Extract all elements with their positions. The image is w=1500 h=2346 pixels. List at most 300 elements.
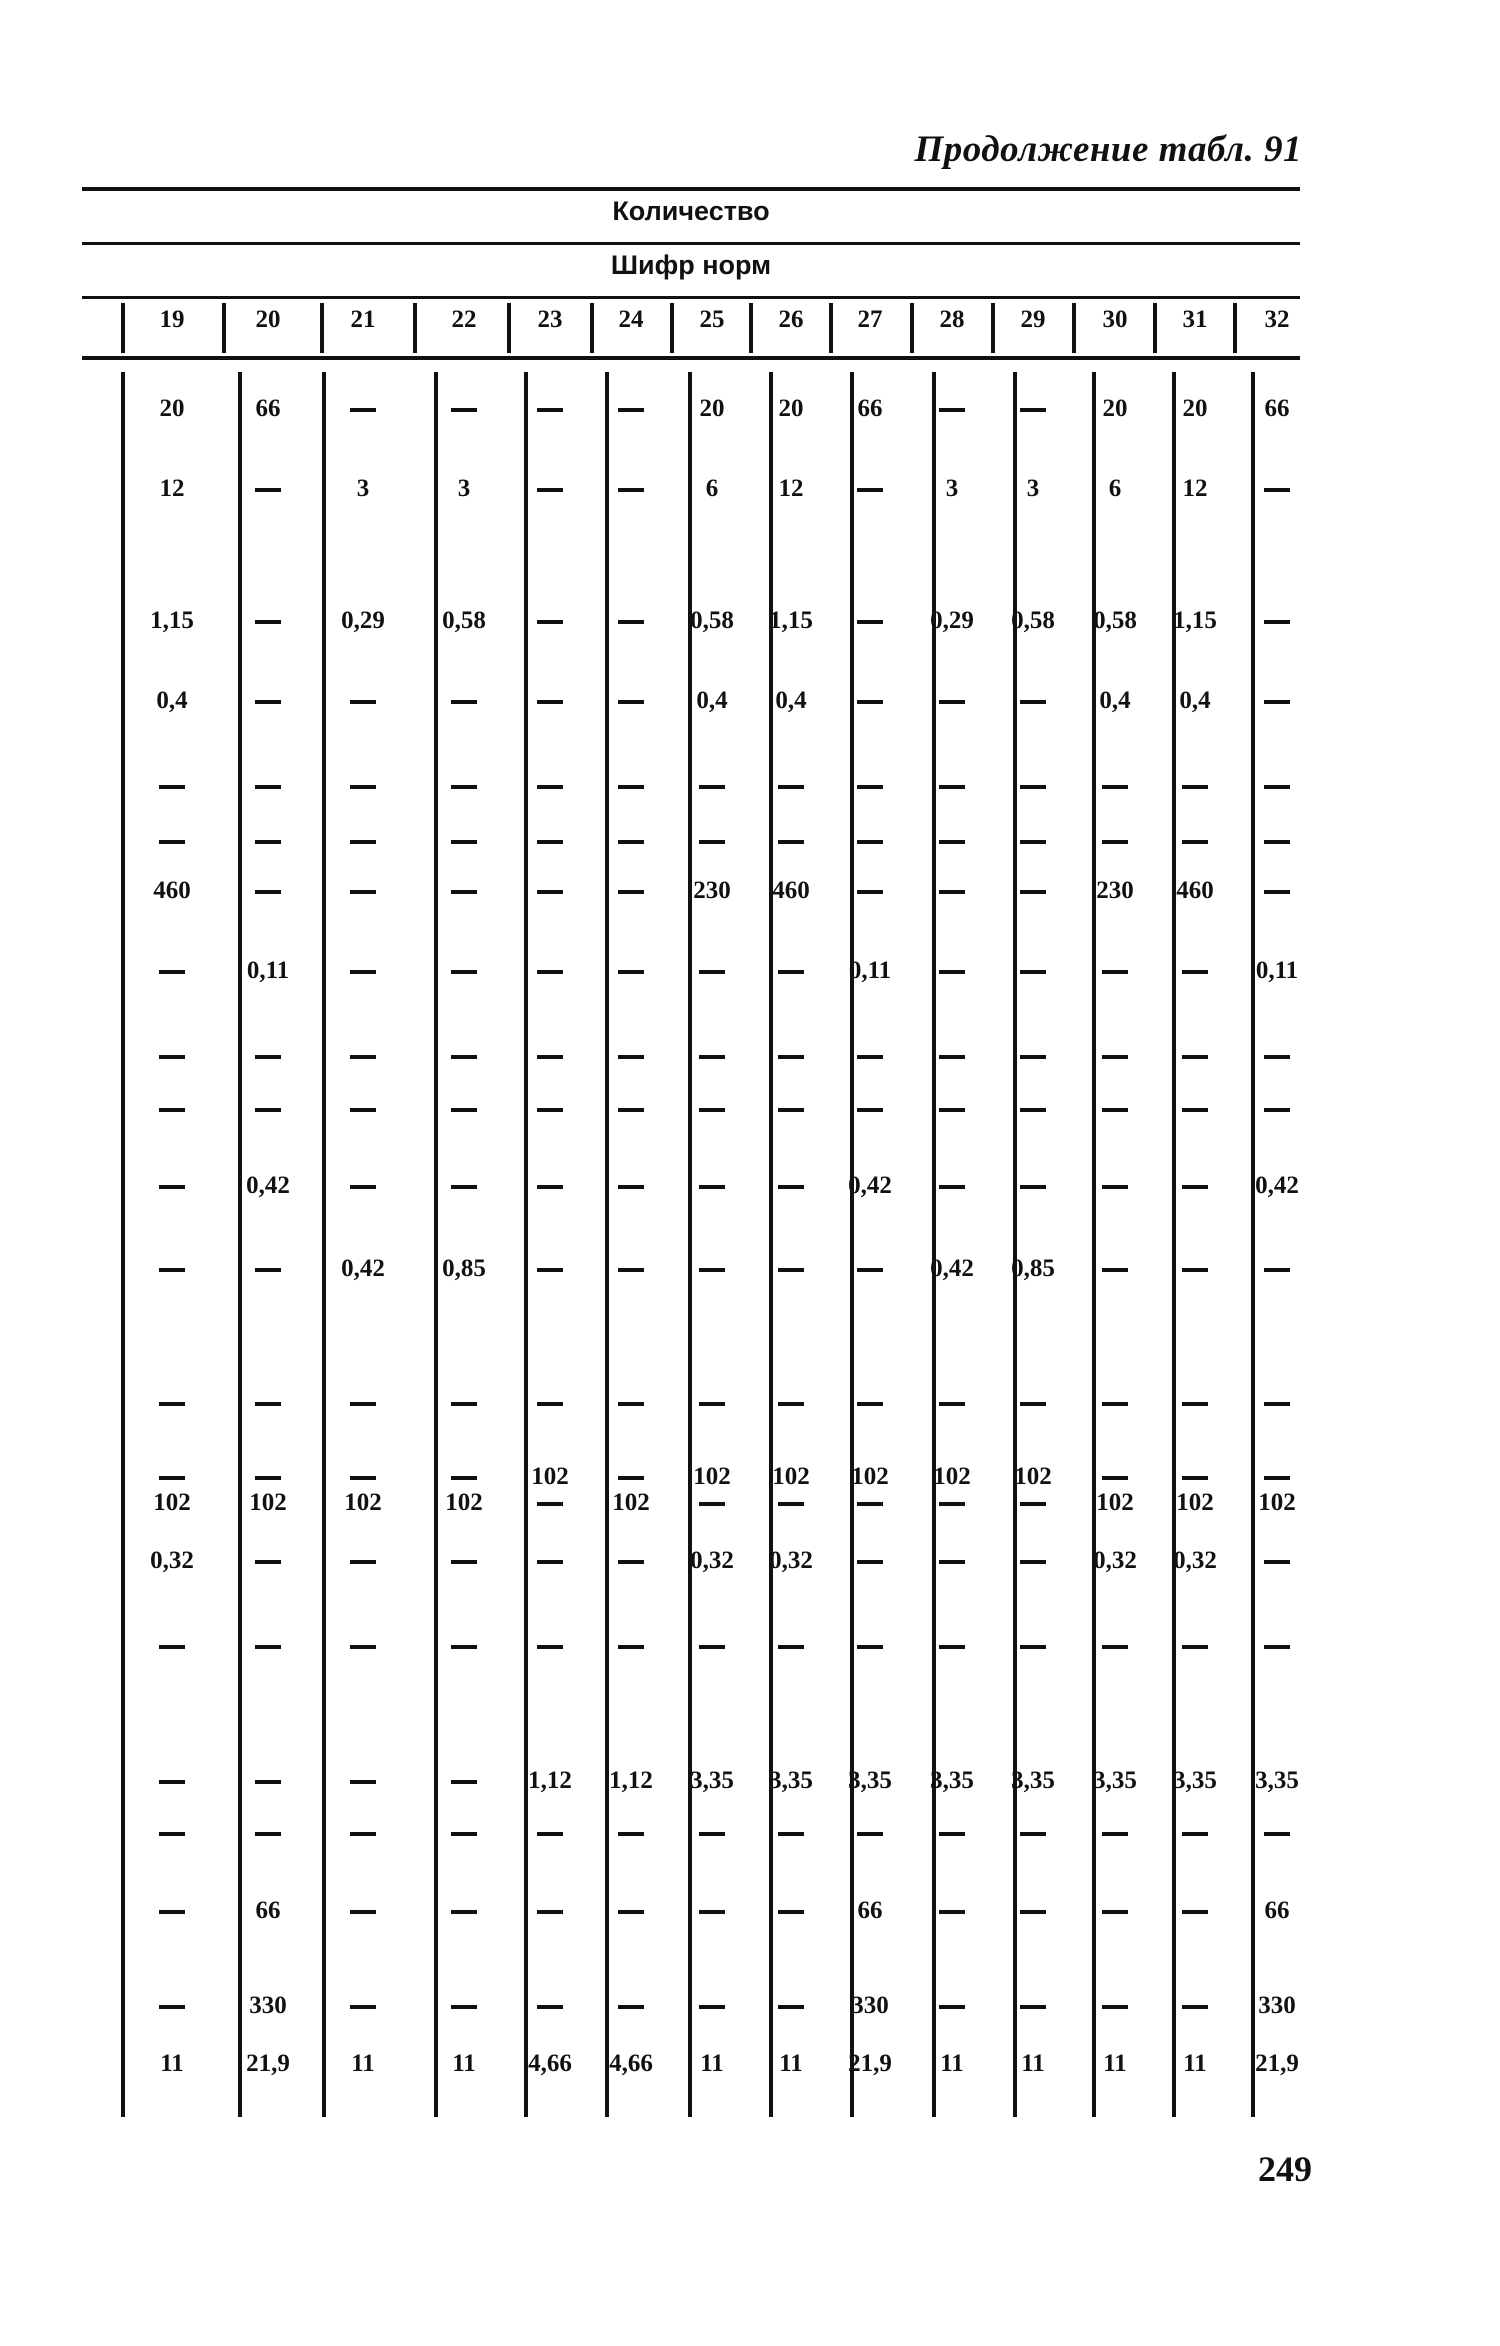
- dash-mark: [255, 840, 281, 844]
- dash-mark: [939, 408, 965, 412]
- dash-mark: [537, 840, 563, 844]
- column-separator: [1251, 372, 1255, 2117]
- dash-mark: [451, 1185, 477, 1189]
- table-cell: 102: [445, 1489, 483, 1516]
- table-cell: 1,15: [769, 607, 813, 634]
- table-cell: 0,29: [930, 607, 974, 634]
- table-cell: 1,12: [609, 1767, 653, 1794]
- table-cell: 3: [1026, 475, 1040, 502]
- dash-mark: [939, 1185, 965, 1189]
- table-cell: 21,9: [246, 2050, 290, 2077]
- column-number: 30: [1102, 306, 1128, 333]
- dash-mark: [537, 1832, 563, 1836]
- table-cell: 66: [255, 1897, 281, 1924]
- dash-mark: [1264, 1402, 1290, 1406]
- dash-mark: [255, 1832, 281, 1836]
- table-cell: 330: [249, 1992, 287, 2019]
- table-cell: 4,66: [609, 2050, 653, 2077]
- dash-mark: [451, 1910, 477, 1914]
- column-separator: [238, 372, 242, 2117]
- dash-mark: [537, 1560, 563, 1564]
- table-cell: 3: [457, 475, 471, 502]
- dash-mark: [939, 840, 965, 844]
- dash-mark: [350, 1780, 376, 1784]
- dash-mark: [350, 1185, 376, 1189]
- dash-mark: [255, 620, 281, 624]
- table-cell: 20: [159, 395, 185, 422]
- dash-mark: [350, 2005, 376, 2009]
- table-cell: 0,4: [775, 687, 807, 714]
- dash-mark: [778, 785, 804, 789]
- dash-mark: [159, 1476, 185, 1480]
- dash-mark: [1020, 1402, 1046, 1406]
- dash-mark: [618, 1402, 644, 1406]
- column-separator: [524, 372, 528, 2117]
- dash-mark: [1020, 2005, 1046, 2009]
- table-cell: 6: [705, 475, 719, 502]
- dash-mark: [1264, 1108, 1290, 1112]
- dash-mark: [1020, 408, 1046, 412]
- dash-mark: [1182, 1476, 1208, 1480]
- table-cell: 0,4: [1099, 687, 1131, 714]
- dash-mark: [451, 970, 477, 974]
- header-separator: [910, 303, 914, 353]
- dash-mark: [618, 1645, 644, 1649]
- dash-mark: [857, 1502, 883, 1506]
- dash-mark: [451, 1832, 477, 1836]
- column-number: 31: [1182, 306, 1208, 333]
- dash-mark: [255, 1055, 281, 1059]
- dash-mark: [255, 1645, 281, 1649]
- dash-mark: [1102, 840, 1128, 844]
- table-cell: 3,35: [769, 1767, 813, 1794]
- table-cell: 21,9: [848, 2050, 892, 2077]
- dash-mark: [857, 488, 883, 492]
- table-cell: 11: [1103, 2050, 1127, 2077]
- dash-mark: [699, 1502, 725, 1506]
- dash-mark: [451, 1055, 477, 1059]
- table-cell: 11: [452, 2050, 476, 2077]
- dash-mark: [451, 840, 477, 844]
- table-cell: 0,42: [1255, 1172, 1299, 1199]
- dash-mark: [1102, 785, 1128, 789]
- dash-mark: [537, 970, 563, 974]
- table-cell: 0,4: [696, 687, 728, 714]
- dash-mark: [618, 1560, 644, 1564]
- dash-mark: [939, 1645, 965, 1649]
- dash-mark: [778, 970, 804, 974]
- dash-mark: [1264, 1268, 1290, 1272]
- dash-mark: [537, 1108, 563, 1112]
- rule-4: [82, 356, 1300, 360]
- dash-mark: [1102, 1645, 1128, 1649]
- header-separator: [121, 303, 125, 353]
- table-cell: 230: [693, 877, 731, 904]
- dash-mark: [451, 1476, 477, 1480]
- table-cell: 11: [351, 2050, 375, 2077]
- dash-mark: [778, 840, 804, 844]
- table-cell: 102: [153, 1489, 191, 1516]
- table-cell: 460: [153, 877, 191, 904]
- dash-mark: [1102, 1185, 1128, 1189]
- dash-mark: [1264, 1055, 1290, 1059]
- dash-mark: [537, 620, 563, 624]
- dash-mark: [255, 785, 281, 789]
- dash-mark: [451, 785, 477, 789]
- table-cell: 0,32: [1093, 1547, 1137, 1574]
- table-cell: 21,9: [1255, 2050, 1299, 2077]
- column-number: 32: [1264, 306, 1290, 333]
- column-number: 29: [1020, 306, 1046, 333]
- table-cell: 20: [1182, 395, 1208, 422]
- dash-mark: [159, 2005, 185, 2009]
- dash-mark: [1020, 700, 1046, 704]
- dash-mark: [451, 1780, 477, 1784]
- dash-mark: [857, 1268, 883, 1272]
- dash-mark: [778, 1402, 804, 1406]
- column-number: 19: [159, 306, 185, 333]
- dash-mark: [699, 970, 725, 974]
- table-cell: 102: [1176, 1489, 1214, 1516]
- dash-mark: [699, 1910, 725, 1914]
- dash-mark: [699, 785, 725, 789]
- dash-mark: [350, 890, 376, 894]
- dash-mark: [350, 1476, 376, 1480]
- dash-mark: [537, 408, 563, 412]
- dash-mark: [537, 1185, 563, 1189]
- dash-mark: [255, 890, 281, 894]
- table-cell: 102: [531, 1463, 569, 1490]
- table-cell: 102: [1258, 1489, 1296, 1516]
- table-cell: 66: [255, 395, 281, 422]
- table-cell: 0,42: [341, 1255, 385, 1282]
- dash-mark: [939, 700, 965, 704]
- dash-mark: [350, 700, 376, 704]
- column-separator: [605, 372, 609, 2117]
- table-cell: 1,15: [1173, 607, 1217, 634]
- column-number: 26: [778, 306, 804, 333]
- dash-mark: [537, 1402, 563, 1406]
- page-number: 249: [1258, 2149, 1312, 2189]
- table-cell: 12: [778, 475, 804, 502]
- dash-mark: [857, 1402, 883, 1406]
- column-number: 23: [537, 306, 563, 333]
- dash-mark: [1020, 1560, 1046, 1564]
- dash-mark: [1102, 1910, 1128, 1914]
- table-cell: 0,58: [1093, 607, 1137, 634]
- dash-mark: [939, 1055, 965, 1059]
- dash-mark: [939, 1502, 965, 1506]
- dash-mark: [1020, 785, 1046, 789]
- header-separator: [1072, 303, 1076, 353]
- header-separator: [320, 303, 324, 353]
- column-separator: [121, 372, 125, 2117]
- table-cell: 0,11: [246, 957, 290, 984]
- dash-mark: [1264, 785, 1290, 789]
- table-cell: 460: [1176, 877, 1214, 904]
- quantity-header: Количество: [612, 196, 770, 226]
- dash-mark: [537, 1268, 563, 1272]
- dash-mark: [699, 1108, 725, 1112]
- dash-mark: [1182, 785, 1208, 789]
- dash-mark: [159, 1185, 185, 1189]
- dash-mark: [618, 1108, 644, 1112]
- table-cell: 66: [1264, 395, 1290, 422]
- dash-mark: [350, 1560, 376, 1564]
- dash-mark: [857, 785, 883, 789]
- norms-header: Шифр норм: [610, 250, 772, 280]
- table-cell: 3: [356, 475, 370, 502]
- header-separator: [829, 303, 833, 353]
- table-cell: 102: [851, 1463, 889, 1490]
- table-cell: 0,58: [1011, 607, 1055, 634]
- dash-mark: [699, 1402, 725, 1406]
- dash-mark: [350, 1910, 376, 1914]
- header-separator: [590, 303, 594, 353]
- table-cell: 11: [700, 2050, 724, 2077]
- column-number: 27: [857, 306, 883, 333]
- dash-mark: [1102, 1476, 1128, 1480]
- dash-mark: [1182, 1910, 1208, 1914]
- dash-mark: [1264, 840, 1290, 844]
- dash-mark: [699, 1645, 725, 1649]
- dash-mark: [159, 1108, 185, 1112]
- dash-mark: [159, 1402, 185, 1406]
- dash-mark: [857, 890, 883, 894]
- dash-mark: [939, 1910, 965, 1914]
- dash-mark: [1020, 1185, 1046, 1189]
- dash-mark: [537, 890, 563, 894]
- table-cell: 0,42: [246, 1172, 290, 1199]
- dash-mark: [857, 1645, 883, 1649]
- table-cell: 11: [1183, 2050, 1207, 2077]
- header-separator: [991, 303, 995, 353]
- dash-mark: [618, 1910, 644, 1914]
- table-cell: 11: [779, 2050, 803, 2077]
- dash-mark: [939, 1108, 965, 1112]
- dash-mark: [1264, 488, 1290, 492]
- dash-mark: [159, 1645, 185, 1649]
- dash-mark: [1264, 700, 1290, 704]
- table-cell: 102: [1096, 1489, 1134, 1516]
- header-separator: [1233, 303, 1237, 353]
- dash-mark: [1020, 1502, 1046, 1506]
- column-number: 21: [350, 306, 376, 333]
- dash-mark: [451, 2005, 477, 2009]
- header-separator: [507, 303, 511, 353]
- dash-mark: [618, 840, 644, 844]
- column-number: 20: [255, 306, 281, 333]
- dash-mark: [1020, 1108, 1046, 1112]
- dash-mark: [1182, 1185, 1208, 1189]
- table-cell: 0,32: [769, 1547, 813, 1574]
- dash-mark: [1020, 1645, 1046, 1649]
- column-number: 28: [939, 306, 965, 333]
- dash-mark: [1102, 1268, 1128, 1272]
- table-cell: 102: [933, 1463, 971, 1490]
- dash-mark: [1182, 1268, 1208, 1272]
- dash-mark: [857, 1108, 883, 1112]
- dash-mark: [1264, 1832, 1290, 1836]
- table-cell: 11: [940, 2050, 964, 2077]
- table-cell: 66: [857, 1897, 883, 1924]
- dash-mark: [778, 1055, 804, 1059]
- dash-mark: [778, 1268, 804, 1272]
- header-separator: [222, 303, 226, 353]
- dash-mark: [618, 970, 644, 974]
- table-cell: 0,58: [690, 607, 734, 634]
- table-cell: 0,4: [1179, 687, 1211, 714]
- table-cell: 102: [344, 1489, 382, 1516]
- dash-mark: [1182, 1645, 1208, 1649]
- dash-mark: [1264, 620, 1290, 624]
- table-cell: 3,35: [1011, 1767, 1055, 1794]
- dash-mark: [1102, 1402, 1128, 1406]
- dash-mark: [699, 1832, 725, 1836]
- dash-mark: [350, 1402, 376, 1406]
- dash-mark: [350, 1645, 376, 1649]
- table-cell: 230: [1096, 877, 1134, 904]
- dash-mark: [1020, 1910, 1046, 1914]
- dash-mark: [537, 1910, 563, 1914]
- header-separator: [1153, 303, 1157, 353]
- table-cell: 12: [1182, 475, 1208, 502]
- dash-mark: [857, 620, 883, 624]
- table-cell: 0,42: [930, 1255, 974, 1282]
- dash-mark: [939, 1402, 965, 1406]
- dash-mark: [618, 890, 644, 894]
- table-cell: 102: [612, 1489, 650, 1516]
- dash-mark: [699, 1185, 725, 1189]
- dash-mark: [1182, 1402, 1208, 1406]
- dash-mark: [537, 1645, 563, 1649]
- header-separator: [749, 303, 753, 353]
- dash-mark: [255, 700, 281, 704]
- dash-mark: [159, 1910, 185, 1914]
- rule-2: [82, 242, 1300, 245]
- dash-mark: [939, 785, 965, 789]
- table-cell: 0,58: [442, 607, 486, 634]
- header-separator: [670, 303, 674, 353]
- dash-mark: [1264, 890, 1290, 894]
- dash-mark: [857, 1832, 883, 1836]
- dash-mark: [939, 890, 965, 894]
- column-number: 22: [451, 306, 477, 333]
- dash-mark: [350, 840, 376, 844]
- dash-mark: [778, 1645, 804, 1649]
- table-cell: 0,11: [1255, 957, 1299, 984]
- table-cell: 102: [772, 1463, 810, 1490]
- dash-mark: [350, 785, 376, 789]
- dash-mark: [255, 1108, 281, 1112]
- table-cell: 3,35: [848, 1767, 892, 1794]
- dash-mark: [451, 1560, 477, 1564]
- dash-mark: [939, 1832, 965, 1836]
- dash-mark: [159, 785, 185, 789]
- dash-mark: [1182, 1055, 1208, 1059]
- dash-mark: [1182, 840, 1208, 844]
- dash-mark: [159, 970, 185, 974]
- dash-mark: [618, 1055, 644, 1059]
- dash-mark: [778, 1502, 804, 1506]
- table-cell: 0,29: [341, 607, 385, 634]
- dash-mark: [939, 1560, 965, 1564]
- dash-mark: [857, 700, 883, 704]
- dash-mark: [255, 1476, 281, 1480]
- table-cell: 66: [857, 395, 883, 422]
- table-cell: 330: [851, 1992, 889, 2019]
- table-cell: 0,85: [1011, 1255, 1055, 1282]
- table-cell: 0,11: [848, 957, 892, 984]
- dash-mark: [537, 2005, 563, 2009]
- dash-mark: [1020, 840, 1046, 844]
- dash-mark: [699, 840, 725, 844]
- table-cell: 66: [1264, 1897, 1290, 1924]
- header-separator: [413, 303, 417, 353]
- column-separator: [850, 372, 854, 2117]
- dash-mark: [618, 1832, 644, 1836]
- dash-mark: [159, 1055, 185, 1059]
- dash-mark: [618, 700, 644, 704]
- table-caption: Продолжение табл. 91: [914, 129, 1302, 170]
- dash-mark: [778, 1108, 804, 1112]
- dash-mark: [451, 890, 477, 894]
- dash-mark: [159, 1268, 185, 1272]
- dash-mark: [618, 1476, 644, 1480]
- dash-mark: [159, 840, 185, 844]
- table-cell: 3,35: [690, 1767, 734, 1794]
- dash-mark: [451, 408, 477, 412]
- table-cell: 460: [772, 877, 810, 904]
- dash-mark: [537, 488, 563, 492]
- dash-mark: [618, 488, 644, 492]
- dash-mark: [1102, 1108, 1128, 1112]
- dash-mark: [1102, 2005, 1128, 2009]
- dash-mark: [451, 1108, 477, 1112]
- dash-mark: [1102, 1832, 1128, 1836]
- dash-mark: [1182, 970, 1208, 974]
- column-number: 24: [618, 306, 644, 333]
- dash-mark: [255, 1560, 281, 1564]
- table-cell: 3: [945, 475, 959, 502]
- table-cell: 20: [1102, 395, 1128, 422]
- table-cell: 3,35: [1093, 1767, 1137, 1794]
- dash-mark: [350, 1108, 376, 1112]
- dash-mark: [451, 1645, 477, 1649]
- dash-mark: [255, 488, 281, 492]
- table-cell: 0,85: [442, 1255, 486, 1282]
- dash-mark: [1102, 970, 1128, 974]
- dash-mark: [699, 1055, 725, 1059]
- table-cell: 3,35: [1255, 1767, 1299, 1794]
- table-cell: 6: [1108, 475, 1122, 502]
- table-cell: 1,15: [150, 607, 194, 634]
- dash-mark: [350, 970, 376, 974]
- dash-mark: [1264, 1476, 1290, 1480]
- dash-mark: [618, 1185, 644, 1189]
- dash-mark: [350, 1832, 376, 1836]
- table-cell: 102: [249, 1489, 287, 1516]
- dash-mark: [618, 2005, 644, 2009]
- dash-mark: [537, 700, 563, 704]
- dash-mark: [1264, 1645, 1290, 1649]
- dash-mark: [778, 1832, 804, 1836]
- dash-mark: [1020, 1055, 1046, 1059]
- table-cell: 11: [160, 2050, 184, 2077]
- dash-mark: [618, 1268, 644, 1272]
- table-cell: 0,4: [156, 687, 188, 714]
- table-cell: 0,42: [848, 1172, 892, 1199]
